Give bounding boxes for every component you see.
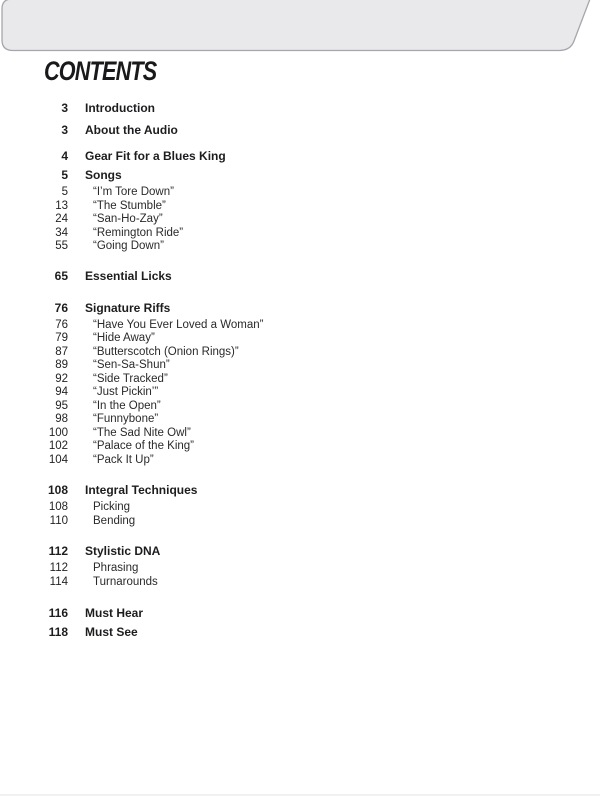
page-corner-band-graphic <box>0 0 600 54</box>
toc-group <box>28 483 448 528</box>
toc-entry <box>28 440 448 454</box>
toc-entry <box>28 240 448 254</box>
toc-page-number: 5 <box>61 186 68 198</box>
toc-page-number: 65 <box>54 268 68 283</box>
toc-entry-title: “I’m Tore Down” <box>93 186 174 198</box>
toc-entry-title: Gear Fit for a Blues King <box>85 149 226 163</box>
toc-entry-title: “Butterscotch (Onion Rings)” <box>93 345 239 358</box>
toc-entry <box>28 346 448 360</box>
toc-page-number: 94 <box>55 386 68 398</box>
toc-entry-title: Turnarounds <box>93 575 158 588</box>
toc-entry-title: “Hide Away” <box>93 332 155 344</box>
toc-entry <box>28 332 448 346</box>
toc-group <box>28 149 448 163</box>
page-bottom-edge <box>0 794 600 796</box>
toc-entry <box>28 200 448 214</box>
toc-entry <box>28 515 448 529</box>
toc-entry-title: “Palace of the King” <box>93 440 195 452</box>
toc-group <box>28 606 448 620</box>
toc-entry-title: Stylistic DNA <box>85 544 161 558</box>
toc-entry <box>28 149 448 163</box>
toc-entry <box>28 319 448 333</box>
toc-entry <box>28 186 448 200</box>
toc-entry <box>28 168 448 182</box>
toc-entry-title: Introduction <box>85 101 155 115</box>
toc-list <box>28 101 448 639</box>
toc-entry-title: “Just Pickin’” <box>93 386 159 398</box>
toc-entry-title: “Pack It Up” <box>93 453 154 466</box>
toc-entry-title: “The Stumble” <box>93 199 166 212</box>
toc-page-number: 102 <box>48 440 68 452</box>
toc-page-number: 55 <box>55 240 68 252</box>
toc-entry <box>28 213 448 227</box>
toc-entry <box>28 454 448 468</box>
toc-entry-title: “Have You Ever Loved a Woman” <box>93 318 264 331</box>
toc-entry-title: “San-Ho-Zay” <box>93 213 163 225</box>
toc-page-number: 104 <box>48 453 68 466</box>
toc-page-number: 116 <box>48 606 68 620</box>
toc-page-number: 92 <box>55 372 68 385</box>
toc-entry <box>28 625 448 639</box>
toc-page-number: 3 <box>61 101 68 115</box>
toc-entry <box>28 386 448 400</box>
toc-entry-title: “Sen-Sa-Shun” <box>93 359 170 371</box>
toc-entry-title: Must See <box>85 625 138 639</box>
toc-entry <box>28 269 448 283</box>
toc-entry <box>28 400 448 414</box>
toc-entry <box>28 562 448 576</box>
toc-page-number: 24 <box>55 213 68 225</box>
toc-entry <box>28 101 448 115</box>
toc-page-number: 5 <box>61 168 68 182</box>
toc-entry <box>28 301 448 315</box>
toc-page-number: 76 <box>54 300 68 315</box>
toc-entry-title: Integral Techniques <box>85 483 198 497</box>
toc-entry-title: Must Hear <box>85 606 144 620</box>
toc-entry <box>28 227 448 241</box>
toc-entry <box>28 359 448 373</box>
toc-entry <box>28 373 448 387</box>
toc-page-number: 112 <box>49 562 68 574</box>
toc-group <box>28 625 448 639</box>
page-corner-band-shape <box>2 0 590 51</box>
toc-group <box>28 544 448 589</box>
toc-entry-title: Bending <box>93 514 136 527</box>
toc-page-number: 4 <box>61 149 68 163</box>
toc-entry-title: Picking <box>93 501 131 513</box>
toc-entry-title: Essential Licks <box>85 268 172 283</box>
toc-entry-title: “The Sad Nite Owl” <box>93 426 191 439</box>
toc-entry-title: “Funnybone” <box>93 413 159 425</box>
toc-entry <box>28 606 448 620</box>
toc-entry <box>28 413 448 427</box>
toc-entry-title: “Side Tracked” <box>93 372 168 385</box>
toc-entry-title: About the Audio <box>85 123 178 137</box>
toc-entry <box>28 501 448 515</box>
toc-page-number: 34 <box>55 226 68 239</box>
toc-entry-title: “Remington Ride” <box>93 226 184 239</box>
toc-page-number: 112 <box>48 544 68 558</box>
toc-page-number: 110 <box>49 514 68 527</box>
toc-entry <box>28 576 448 590</box>
page-corner-band <box>0 0 600 54</box>
toc-entry <box>28 544 448 558</box>
toc-page-number: 108 <box>48 501 68 513</box>
toc-entry-title: Songs <box>85 168 122 182</box>
toc-entry <box>28 483 448 497</box>
toc-group <box>28 123 448 137</box>
toc-page-number: 13 <box>55 199 68 212</box>
toc-entry <box>28 427 448 441</box>
toc-page-number: 100 <box>48 426 68 439</box>
toc-page-number: 87 <box>55 345 68 358</box>
toc-group <box>28 269 448 283</box>
toc-group <box>28 301 448 468</box>
toc-entry <box>28 123 448 137</box>
toc-group <box>28 168 448 254</box>
toc-entry-title: “In the Open” <box>93 399 161 412</box>
page-title: CONTENTS <box>44 56 157 86</box>
toc-entry-title: “Going Down” <box>93 240 164 252</box>
toc-page-number: 79 <box>55 332 68 344</box>
toc-entry-title: Signature Riffs <box>85 300 171 315</box>
toc-page-number: 118 <box>48 625 68 639</box>
toc-page-number: 108 <box>47 483 68 497</box>
toc-group <box>28 101 448 115</box>
toc-page-number: 95 <box>55 399 68 412</box>
toc-page-number: 89 <box>55 359 68 371</box>
toc-page-number: 114 <box>49 575 68 588</box>
toc-page-number: 3 <box>61 123 68 137</box>
toc-page-number: 76 <box>55 318 68 331</box>
toc-page-number: 98 <box>55 413 68 425</box>
toc-entry-title: Phrasing <box>93 562 139 574</box>
